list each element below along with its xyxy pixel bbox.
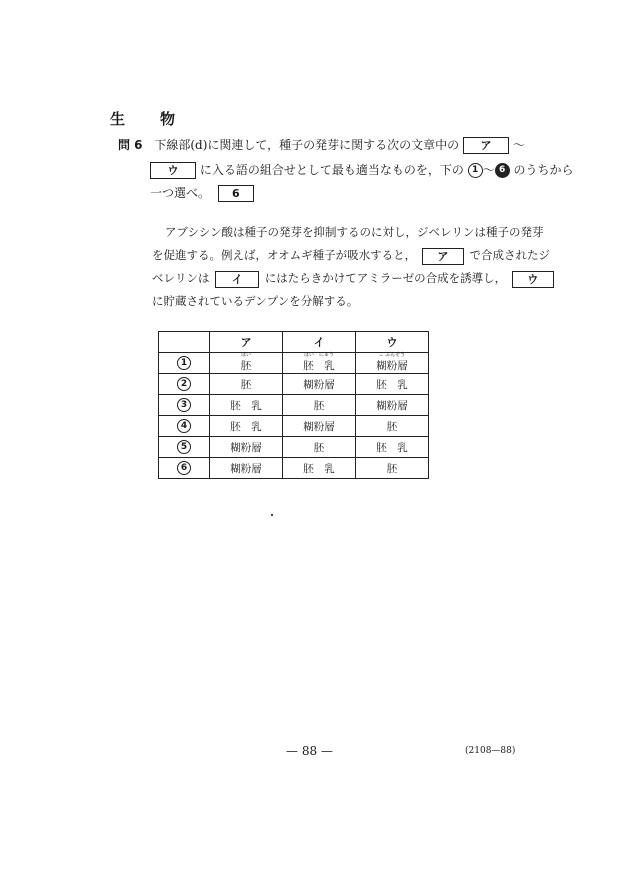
stray-dot bbox=[271, 514, 273, 516]
question-text-1: 下線部(d)に関連して，種子の発芽に関する次の文章中の bbox=[154, 138, 460, 152]
table-row bbox=[159, 395, 429, 416]
header-i: イ bbox=[283, 332, 356, 353]
header-u: ウ bbox=[356, 332, 429, 353]
answer-table bbox=[158, 331, 429, 479]
blank-box-a: ア bbox=[463, 137, 509, 154]
table-row bbox=[159, 416, 429, 437]
subject-heading: 生 物 bbox=[110, 110, 186, 128]
answer-box: 6 bbox=[218, 185, 254, 202]
cell-5-a: 糊粉層 bbox=[210, 437, 283, 458]
question-line-1 bbox=[118, 137, 525, 154]
ruby-hainyuu: はい にゅう bbox=[304, 351, 334, 358]
cell-3-a: 胚 乳 bbox=[210, 395, 283, 416]
question-line-2 bbox=[150, 162, 574, 179]
range-sep: ～ bbox=[482, 163, 495, 177]
blank-box-u: ウ bbox=[150, 162, 196, 179]
cell-6-i: 胚 乳 bbox=[283, 458, 356, 479]
page-number: — 88 — bbox=[286, 744, 333, 758]
question-line-3 bbox=[150, 185, 254, 202]
ruby-kofunsou: こ ふんそう bbox=[378, 351, 406, 358]
cell-6-u: 胚 bbox=[356, 458, 429, 479]
choice-6-marker[interactable]: 6 bbox=[177, 461, 191, 475]
passage-line-3 bbox=[152, 267, 554, 290]
choice-marker-start: 1 bbox=[468, 163, 483, 178]
cell-1-a: 胚 bbox=[240, 359, 252, 372]
passage-blank-u: ウ bbox=[512, 271, 554, 288]
header-a: ア bbox=[210, 332, 283, 353]
cell-3-i: 胚 bbox=[283, 395, 356, 416]
cell-1-u: 糊粉層 bbox=[376, 359, 408, 372]
choice-4-marker[interactable]: 4 bbox=[177, 419, 191, 433]
cell-6-a: 糊粉層 bbox=[210, 458, 283, 479]
passage-blank-a: ア bbox=[422, 248, 464, 265]
question-text-2: に入る語の組合せとして最も適当なものを，下の bbox=[199, 163, 464, 177]
table-row bbox=[159, 437, 429, 458]
table-row bbox=[159, 374, 429, 395]
cell-4-a: 胚 乳 bbox=[210, 416, 283, 437]
cell-2-a: 胚 bbox=[210, 374, 283, 395]
passage-line-2 bbox=[152, 244, 550, 267]
passage-text-2b: で合成されたジ bbox=[469, 248, 550, 262]
cell-4-i: 糊粉層 bbox=[283, 416, 356, 437]
choice-marker-end: 6 bbox=[495, 163, 510, 178]
cell-3-u: 糊粉層 bbox=[356, 395, 429, 416]
cell-5-i: 胚 bbox=[283, 437, 356, 458]
cell-5-u: 胚 乳 bbox=[356, 437, 429, 458]
header-blank bbox=[159, 332, 210, 353]
choice-3-marker[interactable]: 3 bbox=[177, 398, 191, 412]
choice-2-marker[interactable]: 2 bbox=[177, 377, 191, 391]
passage-line-4: に貯蔵されているデンプンを分解する。 bbox=[152, 294, 359, 308]
passage-line-1: アブシシン酸は種子の発芽を抑制するのに対し，ジベレリンは種子の発芽 bbox=[165, 225, 544, 239]
cell-2-i: 糊粉層 bbox=[283, 374, 356, 395]
table-row bbox=[159, 458, 429, 479]
question-text-2-end: のうちから bbox=[513, 163, 574, 177]
passage-text-3b: にはたらきかけてアミラーゼの合成を誘導し， bbox=[264, 271, 507, 285]
question-text-3: 一つ選べ。 bbox=[150, 186, 211, 200]
page-code: (2108—88) bbox=[465, 746, 516, 756]
ruby-hai: はい bbox=[240, 351, 251, 358]
choice-5-marker[interactable]: 5 bbox=[177, 440, 191, 454]
choice-1-marker[interactable]: 1 bbox=[177, 356, 191, 370]
cell-2-u: 胚 乳 bbox=[356, 374, 429, 395]
question-number: 問 6 bbox=[118, 138, 143, 152]
question-tilde: ～ bbox=[512, 138, 525, 152]
cell-1-i: 胚 乳 bbox=[303, 359, 335, 372]
passage-text-3a: ベレリンは bbox=[152, 271, 210, 285]
passage-text-2a: を促進する。例えば，オオムギ種子が吸水すると， bbox=[152, 248, 417, 262]
passage-blank-i: イ bbox=[215, 271, 259, 288]
cell-4-u: 胚 bbox=[356, 416, 429, 437]
table-header-row bbox=[159, 332, 429, 353]
table-row bbox=[159, 353, 429, 374]
